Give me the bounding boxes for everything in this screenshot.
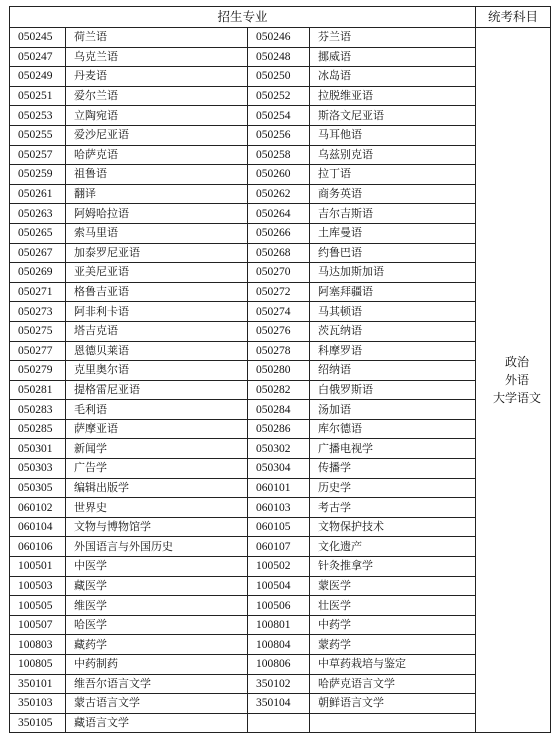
major-code: 100501 — [10, 557, 66, 577]
major-name: 外国语言与外国历史 — [66, 537, 248, 557]
major-name: 新闻学 — [66, 439, 248, 459]
major-name: 藏药学 — [66, 635, 248, 655]
major-name: 维吾尔语言文学 — [66, 674, 248, 694]
table-row — [10, 635, 551, 655]
major-code: 050301 — [10, 439, 66, 459]
major-name: 克里奥尔语 — [66, 361, 248, 381]
major-name: 挪威语 — [310, 47, 476, 67]
major-code: 050251 — [10, 86, 66, 106]
table-row — [10, 498, 551, 518]
table-row — [10, 145, 551, 165]
major-name: 祖鲁语 — [66, 165, 248, 185]
major-name: 中药学 — [310, 615, 476, 635]
major-code: 050265 — [10, 223, 66, 243]
major-code: 050246 — [248, 28, 310, 48]
majors-table — [9, 6, 551, 733]
table-row — [10, 380, 551, 400]
major-code: 050271 — [10, 282, 66, 302]
table-row — [10, 263, 551, 283]
exam-subjects-cell — [476, 28, 551, 733]
major-code: 060104 — [10, 517, 66, 537]
major-code: 050256 — [248, 125, 310, 145]
major-name: 中草药栽培与鉴定 — [310, 655, 476, 675]
major-code: 050275 — [10, 321, 66, 341]
exam-subject: 政治 — [504, 355, 529, 370]
major-code: 050255 — [10, 125, 66, 145]
table-row — [10, 655, 551, 675]
table-row — [10, 596, 551, 616]
major-name: 翻译 — [66, 184, 248, 204]
major-name: 阿姆哈拉语 — [66, 204, 248, 224]
major-code: 050281 — [10, 380, 66, 400]
major-code: 050261 — [10, 184, 66, 204]
major-name — [310, 713, 476, 733]
major-name: 毛利语 — [66, 400, 248, 420]
table-row — [10, 713, 551, 733]
table-row — [10, 439, 551, 459]
major-code: 050270 — [248, 263, 310, 283]
major-name: 考古学 — [310, 498, 476, 518]
major-name: 萨摩亚语 — [66, 419, 248, 439]
major-code: 100804 — [248, 635, 310, 655]
major-name: 阿塞拜疆语 — [310, 282, 476, 302]
table-row — [10, 321, 551, 341]
major-code: 050274 — [248, 302, 310, 322]
table-row — [10, 361, 551, 381]
table-row — [10, 204, 551, 224]
major-code: 100506 — [248, 596, 310, 616]
major-name: 白俄罗斯语 — [310, 380, 476, 400]
table-row — [10, 106, 551, 126]
major-name: 蒙药学 — [310, 635, 476, 655]
major-code: 050279 — [10, 361, 66, 381]
major-name: 斯洛文尼亚语 — [310, 106, 476, 126]
document-page — [9, 6, 551, 733]
major-name: 绍纳语 — [310, 361, 476, 381]
major-name: 格鲁吉亚语 — [66, 282, 248, 302]
table-row — [10, 615, 551, 635]
major-name: 文化遗产 — [310, 537, 476, 557]
major-name: 库尔德语 — [310, 419, 476, 439]
major-code: 350104 — [248, 694, 310, 714]
major-name: 约鲁巴语 — [310, 243, 476, 263]
major-code: 100507 — [10, 615, 66, 635]
major-name: 丹麦语 — [66, 67, 248, 87]
table-row — [10, 694, 551, 714]
table-row — [10, 341, 551, 361]
major-code: 050260 — [248, 165, 310, 185]
table-row — [10, 419, 551, 439]
major-name: 壮医学 — [310, 596, 476, 616]
table-row — [10, 165, 551, 185]
major-code: 050282 — [248, 380, 310, 400]
major-name: 传播学 — [310, 459, 476, 479]
major-code: 050278 — [248, 341, 310, 361]
major-name: 针灸推拿学 — [310, 557, 476, 577]
major-name: 商务英语 — [310, 184, 476, 204]
major-code: 050266 — [248, 223, 310, 243]
major-code: 050305 — [10, 478, 66, 498]
major-code: 050283 — [10, 400, 66, 420]
major-name: 阿非利卡语 — [66, 302, 248, 322]
major-code: 050262 — [248, 184, 310, 204]
major-code: 060101 — [248, 478, 310, 498]
major-code: 050267 — [10, 243, 66, 263]
major-code: 100803 — [10, 635, 66, 655]
major-name: 编辑出版学 — [66, 478, 248, 498]
major-name: 朝鲜语言文学 — [310, 694, 476, 714]
major-code: 050277 — [10, 341, 66, 361]
major-name: 汤加语 — [310, 400, 476, 420]
major-code: 100504 — [248, 576, 310, 596]
major-code: 060103 — [248, 498, 310, 518]
major-name: 爱沙尼亚语 — [66, 125, 248, 145]
major-code: 050249 — [10, 67, 66, 87]
major-name: 文物与博物馆学 — [66, 517, 248, 537]
major-code: 050286 — [248, 419, 310, 439]
table-row — [10, 184, 551, 204]
major-code: 050253 — [10, 106, 66, 126]
major-code: 050263 — [10, 204, 66, 224]
table-row — [10, 223, 551, 243]
major-name: 马达加斯加语 — [310, 263, 476, 283]
major-name: 索马里语 — [66, 223, 248, 243]
exam-subject: 大学语文 — [492, 391, 541, 406]
major-name: 冰岛语 — [310, 67, 476, 87]
major-name: 世界史 — [66, 498, 248, 518]
major-code: 060102 — [10, 498, 66, 518]
major-name: 哈萨克语 — [66, 145, 248, 165]
major-name: 乌克兰语 — [66, 47, 248, 67]
major-code: 050245 — [10, 28, 66, 48]
major-code: 350101 — [10, 674, 66, 694]
exam-subjects-header: 统考科目 — [476, 7, 551, 28]
major-code: 050304 — [248, 459, 310, 479]
major-name: 拉脱维亚语 — [310, 86, 476, 106]
major-name: 维医学 — [66, 596, 248, 616]
major-code: 050248 — [248, 47, 310, 67]
major-code: 060106 — [10, 537, 66, 557]
major-code: 060105 — [248, 517, 310, 537]
major-code: 050284 — [248, 400, 310, 420]
major-name: 马耳他语 — [310, 125, 476, 145]
major-code: 050273 — [10, 302, 66, 322]
major-name: 荷兰语 — [66, 28, 248, 48]
major-name: 蒙医学 — [310, 576, 476, 596]
major-code: 050303 — [10, 459, 66, 479]
major-code: 050268 — [248, 243, 310, 263]
major-code: 060107 — [248, 537, 310, 557]
table-row — [10, 674, 551, 694]
major-name: 文物保护技术 — [310, 517, 476, 537]
major-name: 土库曼语 — [310, 223, 476, 243]
major-name: 藏语言文学 — [66, 713, 248, 733]
major-code: 050258 — [248, 145, 310, 165]
major-name: 哈医学 — [66, 615, 248, 635]
major-name: 塔吉克语 — [66, 321, 248, 341]
major-code — [248, 713, 310, 733]
major-code: 050269 — [10, 263, 66, 283]
major-code: 100502 — [248, 557, 310, 577]
major-name: 拉丁语 — [310, 165, 476, 185]
exam-subject: 外语 — [504, 373, 529, 388]
table-row — [10, 67, 551, 87]
table-header-row — [10, 7, 551, 28]
major-code: 100801 — [248, 615, 310, 635]
major-code: 050280 — [248, 361, 310, 381]
major-code: 050259 — [10, 165, 66, 185]
major-code: 050285 — [10, 419, 66, 439]
major-name: 藏医学 — [66, 576, 248, 596]
major-name: 亚美尼亚语 — [66, 263, 248, 283]
major-name: 乌兹别克语 — [310, 145, 476, 165]
major-code: 350102 — [248, 674, 310, 694]
table-row — [10, 400, 551, 420]
major-name: 提格雷尼亚语 — [66, 380, 248, 400]
major-code: 350103 — [10, 694, 66, 714]
major-code: 050272 — [248, 282, 310, 302]
major-name: 哈萨克语言文学 — [310, 674, 476, 694]
major-name: 立陶宛语 — [66, 106, 248, 126]
major-name: 恩德贝莱语 — [66, 341, 248, 361]
major-name: 茨瓦纳语 — [310, 321, 476, 341]
major-name: 科摩罗语 — [310, 341, 476, 361]
major-code: 100805 — [10, 655, 66, 675]
table-row — [10, 302, 551, 322]
table-row — [10, 576, 551, 596]
major-name: 广播电视学 — [310, 439, 476, 459]
major-code: 050254 — [248, 106, 310, 126]
table-row — [10, 459, 551, 479]
major-code: 050252 — [248, 86, 310, 106]
table-row — [10, 282, 551, 302]
major-code: 100806 — [248, 655, 310, 675]
table-row — [10, 243, 551, 263]
major-code: 350105 — [10, 713, 66, 733]
major-name: 蒙古语言文学 — [66, 694, 248, 714]
major-name: 历史学 — [310, 478, 476, 498]
major-name: 中医学 — [66, 557, 248, 577]
table-row — [10, 517, 551, 537]
major-code: 050247 — [10, 47, 66, 67]
table-row — [10, 125, 551, 145]
major-code: 050276 — [248, 321, 310, 341]
table-row — [10, 28, 551, 48]
major-name: 芬兰语 — [310, 28, 476, 48]
major-code: 100505 — [10, 596, 66, 616]
major-code: 050257 — [10, 145, 66, 165]
table-row — [10, 557, 551, 577]
major-name: 爱尔兰语 — [66, 86, 248, 106]
table-row — [10, 86, 551, 106]
major-name: 马其顿语 — [310, 302, 476, 322]
table-row — [10, 47, 551, 67]
major-name: 中药制药 — [66, 655, 248, 675]
major-code: 050264 — [248, 204, 310, 224]
majors-header: 招生专业 — [10, 7, 476, 28]
major-code: 050250 — [248, 67, 310, 87]
table-row — [10, 478, 551, 498]
major-code: 100503 — [10, 576, 66, 596]
major-name: 加泰罗尼亚语 — [66, 243, 248, 263]
table-body — [10, 28, 551, 733]
major-code: 050302 — [248, 439, 310, 459]
major-name: 吉尔吉斯语 — [310, 204, 476, 224]
major-name: 广告学 — [66, 459, 248, 479]
table-row — [10, 537, 551, 557]
